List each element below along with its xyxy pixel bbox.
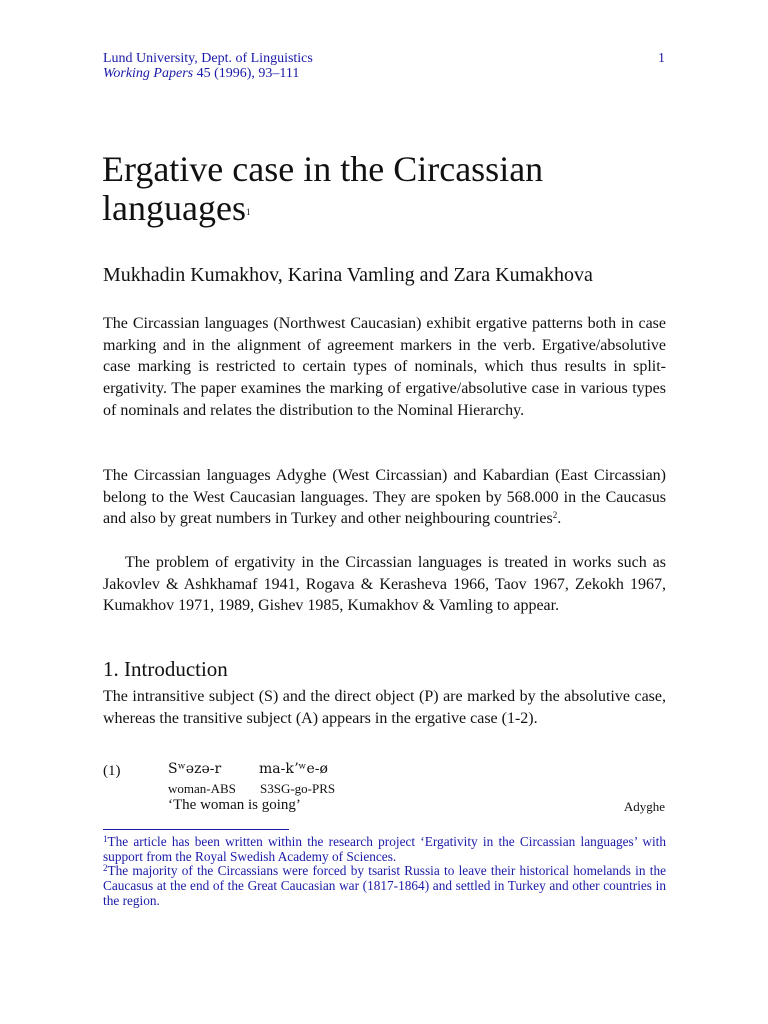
example-gloss-2: S3SG-go-PRS	[260, 781, 336, 796]
section-paragraph: The intransitive subject (S) and the direct object (P) are marked by the absolutive case, whereas the transitive subject (A) appears in the ergative case (1-2).	[103, 688, 666, 727]
footnote-divider	[103, 829, 289, 830]
paper-title	[102, 150, 662, 237]
example-translation: ‘The woman is going’	[168, 797, 301, 813]
example-word-2: ma-kʼʷe-ø	[259, 761, 328, 777]
footnote-1-marker: 1	[103, 834, 108, 844]
section-heading: 1. Introduction	[103, 657, 228, 681]
footnote-2-text: The majority of the Circassians were forced by tsarist Russia to leave their historical homelands in the Caucasus at the end of the Great Caucasian war (1817-1864) and settled in Turkey and other countries in the region.	[103, 863, 666, 908]
abstract: The Circassian languages (Northwest Caucasian) exhibit ergative patterns both in case marking and in the alignment of agreement markers in the verb. Ergative/absolutive case marking is restricted to certain types of nominals, which thus results in split-ergativity. The paper examines the marking of ergative/absolutive case in various types of nominals and relates the distribution to the Nominal Hierarchy.	[103, 315, 666, 419]
footnote-2	[103, 864, 666, 908]
title-footnote-marker[interactable]: 1	[245, 207, 251, 217]
intro-footnote-marker[interactable]: 2	[552, 510, 558, 521]
intro-paragraph-1	[103, 465, 666, 532]
example-gloss-1: woman-ABS	[168, 781, 236, 796]
intro-paragraph-2: The problem of ergativity in the Circassian languages is treated in works such as Jakovlev & Ashkhamaf 1941, Rogava & Kerasheva 1966, Taov 1967, Zekokh 1967, Kumakhov 1971, 1989, Gishev 1985, Kumakhov & Vamling to appear.	[103, 554, 666, 615]
example-sentence	[168, 761, 328, 777]
footnote-1-text: The article has been written within the research project ‘Ergativity in the Circassian languages’ with support from the Royal Swedish Academy of Sciences.	[103, 834, 666, 865]
header-series	[103, 66, 299, 82]
header-series-title: Working Papers	[103, 66, 194, 81]
footnote-1	[103, 835, 666, 865]
paper-authors: Mukhadin Kumakhov, Karina Vamling and Zara Kumakhova	[103, 264, 593, 286]
footnote-2-marker: 2	[103, 863, 108, 873]
page-number: 1	[658, 51, 665, 66]
example-language: Adyghe	[623, 799, 665, 814]
example-gloss	[168, 781, 335, 797]
example-word-1: Sʷəzə-r	[168, 761, 222, 777]
intro-paragraph-1-end: .	[557, 510, 562, 528]
intro-paragraph-1-text: The Circassian languages Adyghe (West Circassian) and Kabardian (East Circassian) belong to the West Caucasian languages. They are spoken by 568.000 in the Caucasus and also by great numbers in Turkey and other neighbouring countries	[103, 467, 666, 528]
header-institution: Lund University, Dept. of Linguistics	[103, 51, 313, 66]
paper-title-text: Ergative case in the Circassian languages	[102, 149, 544, 228]
example-number: (1)	[103, 763, 121, 779]
header-series-volume: 45 (1996), 93–111	[193, 66, 300, 81]
